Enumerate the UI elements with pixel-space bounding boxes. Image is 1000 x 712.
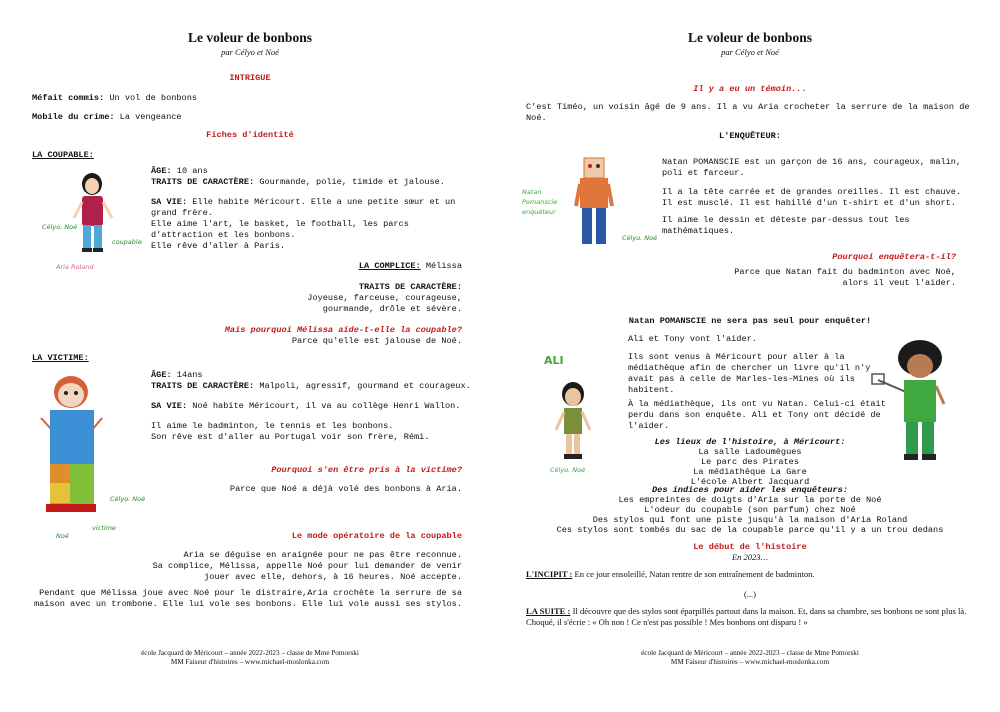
complice-heading: LA COMPLICE:: [358, 261, 421, 271]
natan-caption-1: Natan: [522, 188, 542, 196]
mefait-label: Méfait commis:: [32, 93, 105, 103]
mode-heading: Le mode opératoire de la coupable: [291, 531, 462, 541]
coupable-heading: LA COUPABLE:: [32, 150, 94, 160]
noe-signature: Célyo. Noé: [110, 495, 146, 503]
enqueteur-line-3: Il a la tête carrée et de grandes oreilles. Il est chauve.: [662, 187, 962, 197]
footer-line-1: école Jacquard de Méricourt – année 2022-2023 – classe de Mme Pomorski: [141, 649, 359, 657]
victime-vie: [151, 401, 460, 412]
natan-drawing: [522, 154, 658, 254]
mefait-line: [32, 93, 197, 104]
question-2: Pourquoi s'en être pris à la victime?: [271, 465, 462, 475]
enqueteur-line-5: Il aime le dessin et déteste par-dessus tout les: [662, 215, 910, 225]
fiches-heading: Fiches d'identité: [206, 130, 294, 140]
vie-value: Noé habite Méricourt, il va au collège Henri Wallon.: [187, 401, 461, 411]
coupable-traits: [151, 177, 445, 188]
mode-line-2: Sa complice, Mélissa, appelle Noé pour lui demander de venir: [152, 561, 462, 571]
mobile-label: Mobile du crime:: [32, 112, 115, 122]
mode-line-1: Aria se déguise en araignée pour ne pas être reconnue.: [183, 550, 462, 560]
lieux-heading: Les lieux de l'histoire, à Méricourt:: [654, 437, 846, 447]
mode-line-4: Pendant que Mélissa joue avec Noé pour le distraire,Aria crochète la serrure de sa: [39, 588, 462, 598]
mobile-line: [32, 112, 182, 123]
answer-3-line-2: alors il veut l'aider.: [842, 278, 956, 288]
suite-line-2: Choqué, il s'écrie : « Oh non ! Ce n'est pas possible ! Mes bonbons ont disparu ! »: [526, 617, 808, 627]
traits-label: TRAITS DE CARACTÈRE:: [151, 381, 255, 391]
age-value: 14ans: [171, 370, 203, 380]
vie-label: SA VIE:: [151, 401, 188, 411]
natan-signature: Célyo. Noé: [622, 234, 658, 242]
mediatheque-line-1: À la médiathèque, ils ont vu Natan. Celui-ci était: [628, 399, 886, 409]
incipit-label: L'INCIPIT :: [526, 569, 573, 579]
age-label: ÂGE:: [151, 370, 172, 380]
question-1: Mais pourquoi Mélissa aide-t-elle la coupable?: [224, 325, 462, 335]
venus-line-4: habitent.: [628, 385, 675, 395]
complice-name: Mélissa: [420, 261, 462, 271]
mediatheque-line-2: perdu dans son enquête. Ali et Tony ont décidé de: [628, 410, 881, 420]
debut-sub: En 2023…: [731, 552, 769, 562]
answer-3-line-1: Parce que Natan fait du badminton avec Noé,: [734, 267, 956, 277]
aria-signature: Célyo. Noé: [42, 223, 78, 231]
coupable-vie-1: [151, 197, 455, 208]
coupable-vie-4: d'attraction et les bonbons.: [151, 230, 296, 240]
debut-heading: Le début de l'histoire: [693, 542, 807, 552]
mode-line-3: jouer avec elle, dehors, à 16 heures. Noé accepte.: [204, 572, 462, 582]
vie-line: Elle habite Méricourt. Elle a une petite sœur et un: [187, 197, 456, 207]
victime-line-1: Il aime le badminton, le tennis et les bonbons.: [151, 421, 394, 431]
ali-name: ALI: [544, 354, 564, 367]
complice-traits-2: gourmande, drôle et sévère.: [322, 304, 462, 314]
victime-traits: [151, 381, 471, 392]
aria-caption: coupable: [112, 238, 142, 246]
suite-label: LA SUITE :: [526, 606, 571, 616]
coupable-vie-2: grand frère.: [151, 208, 213, 218]
venus-line-3: avait pas à celle de Marles-les-Mines où ils: [628, 374, 855, 384]
victime-age: [151, 370, 203, 381]
indices-heading: Des indices pour aider les enquêteurs:: [652, 485, 848, 495]
footer-line-1: école Jacquard de Méricourt – année 2022-2023 – classe de Mme Pomorski: [641, 649, 859, 657]
suite-line-1: [526, 606, 966, 616]
incipit-text: En ce jour ensoleillé, Natan rentre de son entraînement de badminton.: [572, 569, 815, 579]
page-title: Le voleur de bonbons: [188, 30, 312, 45]
byline: par Célyo et Noé: [721, 47, 779, 57]
page-title: Le voleur de bonbons: [688, 30, 812, 45]
age-value: 10 ans: [171, 166, 208, 176]
temoin-heading: Il y a eu un témoin...: [693, 84, 807, 94]
enqueteur-heading: L'ENQUÊTEUR:: [719, 131, 781, 141]
mobile-value: La vengeance: [114, 112, 182, 122]
indices-item-3: Des stylos qui font une piste jusqu'à la maison d'Aria Roland: [592, 515, 908, 525]
complice-traits-1: Joyeuse, farceuse, courageuse,: [307, 293, 462, 303]
aria-drawing: [42, 166, 147, 276]
age-label: ÂGE:: [151, 166, 172, 176]
ali-signature: Célyo. Noé: [550, 466, 586, 474]
lieux-item-2: Le parc des Pirates: [701, 457, 799, 467]
coupable-age: [151, 166, 208, 177]
vie-label: SA VIE:: [151, 197, 188, 207]
mode-line-5: maison avec un trombone. Elle lui vole ses bonbons. Elle lui vole aussi ses stylos.: [33, 599, 462, 609]
footer-line-2: MM Faiseur d'histoires – www.michael-moslonka.com: [170, 658, 330, 666]
victime-heading: LA VICTIME:: [32, 353, 89, 363]
natan-caption-3: enquêteur: [522, 208, 556, 216]
noe-name: Noé: [56, 532, 69, 540]
aria-name: Aria Roland: [56, 263, 94, 271]
noe-drawing: [36, 368, 146, 548]
natan-caption-2: Pomanscie: [522, 198, 558, 206]
enqueteur-line-4: Il est musclé. Il est habillé d'un t-shirt et d'un short.: [662, 198, 956, 208]
seul-heading: Natan POMANSCIE ne sera pas seul pour enquêter!: [628, 316, 872, 326]
answer-2: Parce que Noé a déjà volé des bonbons à Aria.: [229, 484, 462, 494]
coupable-vie-3: Elle aime l'art, le basket, le football, les parcs: [151, 219, 409, 229]
temoin-line-2: Noé.: [526, 113, 547, 123]
lieux-item-1: La salle Ladoumègues: [698, 447, 802, 457]
lieux-item-4: L'école Albert Jacquard: [690, 477, 810, 487]
complice-traits-label: TRAITS DE CARACTÈRE:: [358, 282, 462, 292]
intrigue-heading: INTRIGUE: [229, 73, 271, 83]
complice-line: [359, 261, 462, 272]
indices-item-2: L'odeur du coupable (son parfum) chez Noé: [644, 505, 856, 515]
traits-value: Malpoli, agressif, gourmand et courageux.: [254, 381, 471, 391]
enqueteur-line-2: poli et farceur.: [662, 168, 745, 178]
traits-value: Gourmande, polie, timide et jalouse.: [254, 177, 445, 187]
enqueteur-line-1: Natan POMANSCIE est un garçon de 16 ans, courageux, malin,: [662, 157, 962, 167]
indices-item-4: Ces stylos sont tombés du sac de la coupable parce qu'il y a un trou dedans: [556, 525, 944, 535]
indices-item-1: Les empreintes de doigts d'Aria sur la porte de Noé: [618, 495, 882, 505]
mefait-value: Un vol de bonbons: [104, 93, 198, 103]
right-page: [500, 0, 1000, 712]
byline: par Célyo et Noé: [221, 47, 279, 57]
victime-line-2: Son rêve est d'aller au Portugal voir son frère, Rémi.: [151, 432, 430, 442]
noe-caption: victime: [92, 524, 116, 532]
question-3: Pourquoi enquêtera-t-il?: [832, 252, 956, 262]
footer-line-2: MM Faiseur d'histoires – www.michael-moslonka.com: [670, 658, 830, 666]
lieux-item-3: La médiathèque La Gare: [693, 467, 807, 477]
ellipsis: (...): [743, 589, 757, 599]
enqueteur-line-6: mathématiques.: [662, 226, 735, 236]
venus-line-1: Ils sont venus à Méricourt pour aller à la: [628, 352, 845, 362]
traits-label: TRAITS DE CARACTÈRE:: [151, 177, 255, 187]
seul-line: Ali et Tony vont l'aider.: [628, 334, 757, 344]
venus-line-2: médiathèque afin de chercher un livre qu'il n'y: [628, 363, 871, 373]
temoin-line-1: C'est Timéo, un voisin âgé de 9 ans. Il a vu Aria crocheter la serrure de la maison de: [526, 102, 970, 112]
answer-1: Parce qu'elle est jalouse de Noé.: [291, 336, 462, 346]
suite-text-1: Il découvre que des stylos sont éparpillés partout dans la maison. Et, dans sa chambre, ses bonbons ne sont plus là.: [570, 606, 967, 616]
incipit-line: [526, 569, 815, 579]
mediatheque-line-3: l'aider.: [628, 421, 670, 431]
coupable-vie-5: Elle rêve d'aller à Paris.: [151, 241, 286, 251]
